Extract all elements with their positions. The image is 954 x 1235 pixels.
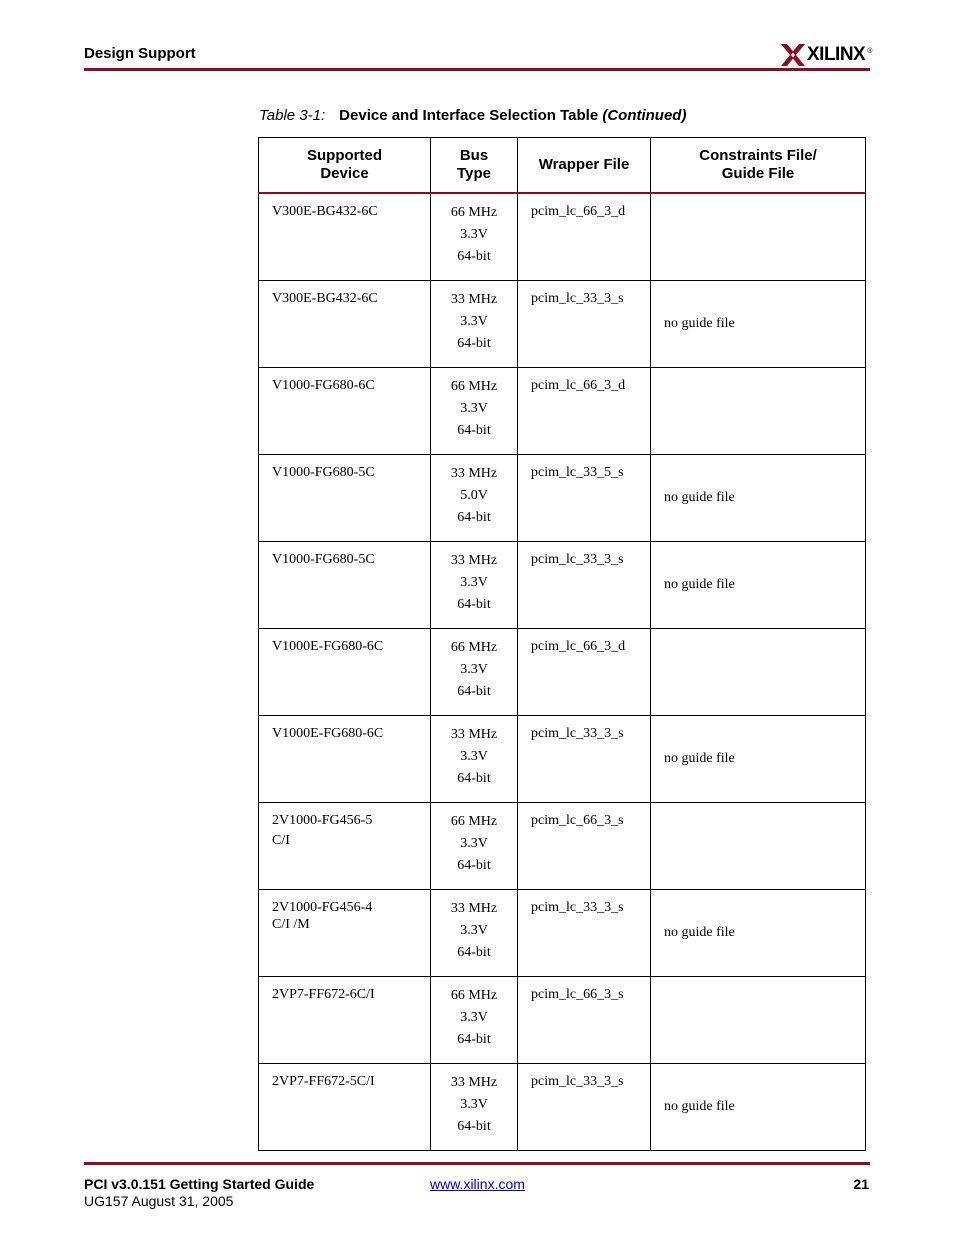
footer-website-link[interactable]: www.xilinx.com [430,1176,525,1192]
table-row [259,716,866,803]
table-row [259,1064,866,1151]
header-supported-device [259,138,431,194]
bus-voltage: 3.3V [460,227,488,242]
device-name: 2VP7-FF672-5C/I [272,1074,375,1089]
footer-doc-id-date: UG157 August 31, 2005 [84,1193,234,1209]
header-bus-type [431,138,518,194]
device-cell [259,542,431,629]
wrapper-file-cell: pcim_lc_33_3_s [518,890,651,977]
guide-file-cell [651,193,866,281]
device-name: 2VP7-FF672-6C/I [272,987,375,1002]
guide-file-cell [651,803,866,890]
guide-file-cell: no guide file [651,890,866,977]
device-name: V1000E-FG680-6C [272,726,384,741]
device-cell [259,803,431,890]
device-cell [259,629,431,716]
header-wrapper-file [518,138,651,194]
device-grade: C/I [272,833,290,848]
bus-frequency: 33 MHz [450,553,498,568]
bus-type-cell [431,629,518,716]
device-selection-table [258,137,866,1151]
device-cell [259,716,431,803]
guide-file-cell: no guide file [651,716,866,803]
wrapper-file-cell: pcim_lc_66_3_d [518,193,651,281]
bus-type-cell [431,281,518,368]
bus-type-cell [431,455,518,542]
wrapper-file-cell: pcim_lc_33_3_s [518,1064,651,1151]
device-cell [259,1064,431,1151]
device-cell [259,977,431,1064]
wrapper-file-cell: pcim_lc_66_3_d [518,629,651,716]
wrapper-file-cell: pcim_lc_66_3_s [518,977,651,1064]
wrapper-file-cell: pcim_lc_33_3_s [518,542,651,629]
bus-frequency: 33 MHz [450,466,498,481]
section-title: Design Support [84,45,196,62]
bus-type-cell [431,542,518,629]
bus-type-cell [431,890,518,977]
bus-frequency: 33 MHz [450,901,498,916]
logo-wordmark: XILINX [807,44,866,65]
wrapper-file-cell: pcim_lc_66_3_d [518,368,651,455]
device-cell [259,368,431,455]
header-device-line2: Device [320,165,369,182]
bus-voltage: 3.3V [460,662,488,677]
bus-width: 64-bit [457,771,491,786]
header-constraints-line2: Guide File [721,165,795,182]
header-rule [84,68,870,71]
wrapper-file-cell: pcim_lc_66_3_s [518,803,651,890]
device-name: 2V1000-FG456-4 [272,900,373,915]
bus-type-cell [431,193,518,281]
bus-frequency: 66 MHz [450,988,498,1003]
xilinx-logo-icon [780,42,806,68]
bus-frequency: 66 MHz [450,814,498,829]
caption-title: Device and Interface Selection Table [339,107,599,124]
bus-type-cell [431,1064,518,1151]
table-row [259,803,866,890]
guide-file-cell [651,629,866,716]
table-header-row [259,138,866,194]
header-wrapper: Wrapper File [538,156,630,173]
bus-type-cell [431,803,518,890]
bus-width: 64-bit [457,597,491,612]
device-name: V1000E-FG680-6C [272,639,384,654]
table-row [259,542,866,629]
bus-type-cell [431,716,518,803]
header-bus-line1: Bus [459,147,489,164]
table-caption [259,107,686,124]
bus-width: 64-bit [457,510,491,525]
bus-width: 64-bit [457,1119,491,1134]
bus-frequency: 66 MHz [450,205,498,220]
table-row [259,977,866,1064]
table-row [259,368,866,455]
bus-voltage: 3.3V [460,836,488,851]
bus-width: 64-bit [457,1032,491,1047]
bus-voltage: 3.3V [460,1097,488,1112]
device-name: V300E-BG432-6C [272,291,378,306]
logo-registered-mark: ® [867,47,873,55]
footer-rule [84,1162,870,1165]
page-number: 21 [853,1176,869,1192]
device-cell [259,455,431,542]
bus-frequency: 33 MHz [450,1075,498,1090]
bus-width: 64-bit [457,336,491,351]
guide-file-cell: no guide file [651,455,866,542]
bus-voltage: 3.3V [460,314,488,329]
bus-type-cell [431,368,518,455]
bus-width: 64-bit [457,858,491,873]
table-row [259,629,866,716]
device-cell [259,193,431,281]
header-constraints-line1: Constraints File/ [699,147,817,164]
bus-voltage: 3.3V [460,749,488,764]
guide-file-cell [651,368,866,455]
table-row [259,890,866,977]
guide-file-cell [651,977,866,1064]
caption-continued: (Continued) [602,107,687,124]
guide-file-cell: no guide file [651,281,866,368]
bus-frequency: 66 MHz [450,640,498,655]
bus-width: 64-bit [457,423,491,438]
table-row [259,455,866,542]
header-constraints-file [651,138,866,194]
bus-voltage: 5.0V [460,488,488,503]
guide-file-cell: no guide file [651,542,866,629]
caption-label: Table 3-1: [259,107,326,124]
bus-voltage: 3.3V [460,401,488,416]
device-name: V300E-BG432-6C [272,204,378,219]
xilinx-logo [780,40,872,70]
device-cell [259,281,431,368]
bus-voltage: 3.3V [460,575,488,590]
bus-width: 64-bit [457,945,491,960]
footer-doc-title: PCI v3.0.151 Getting Started Guide [84,1176,315,1192]
device-name: V1000-FG680-5C [272,465,375,480]
footer-doc-info [84,1176,314,1210]
wrapper-file-cell: pcim_lc_33_5_s [518,455,651,542]
device-grade: C/I /M [272,917,310,932]
bus-voltage: 3.3V [460,1010,488,1025]
bus-type-cell [431,977,518,1064]
device-name: 2V1000-FG456-5 [272,813,373,828]
table-row [259,193,866,281]
header-device-line1: Supported [307,147,382,164]
bus-width: 64-bit [457,684,491,699]
bus-voltage: 3.3V [460,923,488,938]
guide-file-cell: no guide file [651,1064,866,1151]
wrapper-file-cell: pcim_lc_33_3_s [518,281,651,368]
bus-frequency: 33 MHz [450,292,498,307]
bus-frequency: 66 MHz [450,379,498,394]
header-bus-line2: Type [457,165,491,182]
bus-frequency: 33 MHz [450,727,498,742]
table-row [259,281,866,368]
device-name: V1000-FG680-6C [272,378,375,393]
device-name: V1000-FG680-5C [272,552,375,567]
bus-width: 64-bit [457,249,491,264]
wrapper-file-cell: pcim_lc_33_3_s [518,716,651,803]
device-cell [259,890,431,977]
